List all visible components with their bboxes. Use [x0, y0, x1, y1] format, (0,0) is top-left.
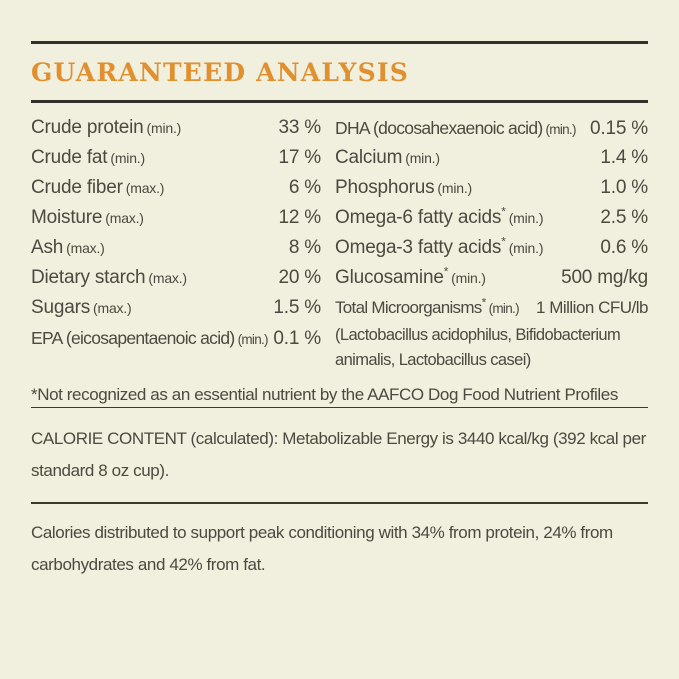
nutrient-name: Omega-3 fatty acids [335, 236, 502, 258]
nutrient-value: 0.15 % [590, 117, 648, 139]
nutrient-qualifier: (min.) [237, 331, 268, 347]
section-title: GUARANTEED ANALYSIS [31, 58, 409, 87]
nutrient-value: 1.5 % [273, 296, 321, 318]
analysis-row-dietary-starch [31, 263, 321, 293]
nutrient-qualifier: (min.) [405, 149, 440, 166]
nutrient-qualifier: (min.) [437, 179, 472, 196]
nutrient-name: Calcium [335, 146, 403, 168]
calorie-distribution-text: Calories distributed to support peak conditioning with 34% from protein, 24% from carbohydrates and 42% from fat. [31, 522, 613, 574]
nutrient-label [335, 203, 543, 233]
asterisk: * [443, 264, 449, 279]
asterisk: * [501, 234, 506, 249]
nutrient-qualifier: (min.) [451, 269, 486, 286]
analysis-row-crude-protein [31, 113, 321, 143]
nutrient-qualifier: (max.) [93, 299, 132, 316]
nutrient-label [31, 113, 181, 143]
nutrient-qualifier: (min.) [508, 239, 544, 256]
microorganisms-species-note: (Lactobacillus acidophilus, Bifidobacterium animalis, Lactobacillus casei) [335, 325, 621, 369]
nutrient-label [335, 113, 576, 145]
nutrient-name: Omega-6 fatty acids [335, 206, 502, 228]
analysis-row-crude-fat [31, 143, 321, 173]
nutrient-value: 1.4 % [600, 146, 648, 168]
nutrient-qualifier: (max.) [105, 209, 144, 226]
nutrient-value: 0.1 % [273, 327, 321, 349]
analysis-row-phosphorus [335, 173, 648, 203]
nutrient-label [31, 323, 268, 355]
calorie-content-text: CALORIE CONTENT (calculated): Metabolizable Energy is 3440 kcal/kg (392 kcal per standard 8 oz cup). [31, 429, 646, 480]
nutrient-value: 8 % [288, 236, 321, 258]
analysis-column-right [335, 113, 648, 373]
asterisk: * [481, 294, 486, 309]
nutrient-name: Total Microorganisms [335, 297, 482, 317]
nutrient-name: EPA (eicosapentaenoic acid) [31, 327, 235, 348]
nutrient-qualifier: (min.) [110, 149, 145, 166]
nutrient-label [335, 143, 440, 173]
nutrient-value: 0.6 % [600, 236, 648, 258]
nutrient-name: Crude protein [31, 116, 144, 138]
nutrient-value: 33 % [278, 116, 321, 138]
guaranteed-analysis-table [31, 113, 648, 373]
nutrient-qualifier: (max.) [66, 239, 105, 256]
nutrient-value: 1 Million CFU/lb [536, 297, 648, 317]
nutrient-value: 17 % [278, 146, 321, 168]
analysis-row-crude-fiber [31, 173, 321, 203]
nutrient-label [31, 143, 145, 173]
nutrient-label [335, 173, 472, 203]
divider [31, 407, 648, 409]
nutrient-label [335, 263, 486, 293]
nutrient-qualifier: (max.) [125, 179, 165, 196]
nutrient-qualifier: (max.) [148, 269, 187, 286]
analysis-column-left [31, 113, 321, 373]
analysis-row-omega6 [335, 203, 648, 233]
nutrient-name: Ash [31, 236, 64, 258]
analysis-row-calcium [335, 143, 648, 173]
nutrient-value: 2.5 % [600, 206, 648, 228]
nutrient-name: Crude fiber [31, 176, 123, 198]
nutrient-name: Glucosamine [335, 266, 444, 288]
nutrient-name: Phosphorus [335, 176, 435, 198]
title-underline [31, 100, 648, 103]
nutrient-qualifier: (min.) [146, 119, 182, 136]
asterisk: * [501, 204, 506, 219]
nutrient-value: 6 % [288, 176, 321, 198]
nutrient-label [31, 263, 187, 293]
nutrient-value: 12 % [278, 206, 321, 228]
analysis-row-total-microorganisms [335, 293, 648, 323]
nutrient-label [31, 233, 105, 263]
nutrient-name: Crude fat [31, 146, 108, 168]
divider [31, 502, 648, 504]
aafco-footnote: *Not recognized as an essential nutrient by the AAFCO Dog Food Nutrient Profiles [31, 384, 618, 404]
nutrient-value: 20 % [278, 266, 321, 288]
nutrient-value: 500 mg/kg [561, 266, 648, 288]
nutrient-label [31, 173, 164, 203]
nutrient-name: Sugars [31, 296, 91, 318]
analysis-row-moisture [31, 203, 321, 233]
nutrient-qualifier: (min.) [545, 121, 576, 137]
analysis-row-sugars [31, 293, 321, 323]
nutrient-label [31, 203, 144, 233]
nutrient-value: 1.0 % [600, 176, 648, 198]
analysis-row-ash [31, 233, 321, 263]
analysis-row-glucosamine [335, 263, 648, 293]
nutrient-label [335, 293, 519, 324]
nutrient-label [335, 233, 543, 263]
nutrient-qualifier: (min.) [488, 300, 519, 316]
analysis-row-dha [335, 113, 648, 143]
analysis-row-omega3 [335, 233, 648, 263]
nutrient-name: DHA (docosahexaenoic acid) [335, 117, 543, 138]
top-rule [31, 41, 648, 44]
nutrient-qualifier: (min.) [508, 209, 544, 226]
nutrient-name: Dietary starch [31, 266, 146, 288]
nutrient-label [31, 293, 131, 323]
nutrient-name: Moisture [31, 206, 103, 228]
analysis-row-epa [31, 323, 321, 353]
